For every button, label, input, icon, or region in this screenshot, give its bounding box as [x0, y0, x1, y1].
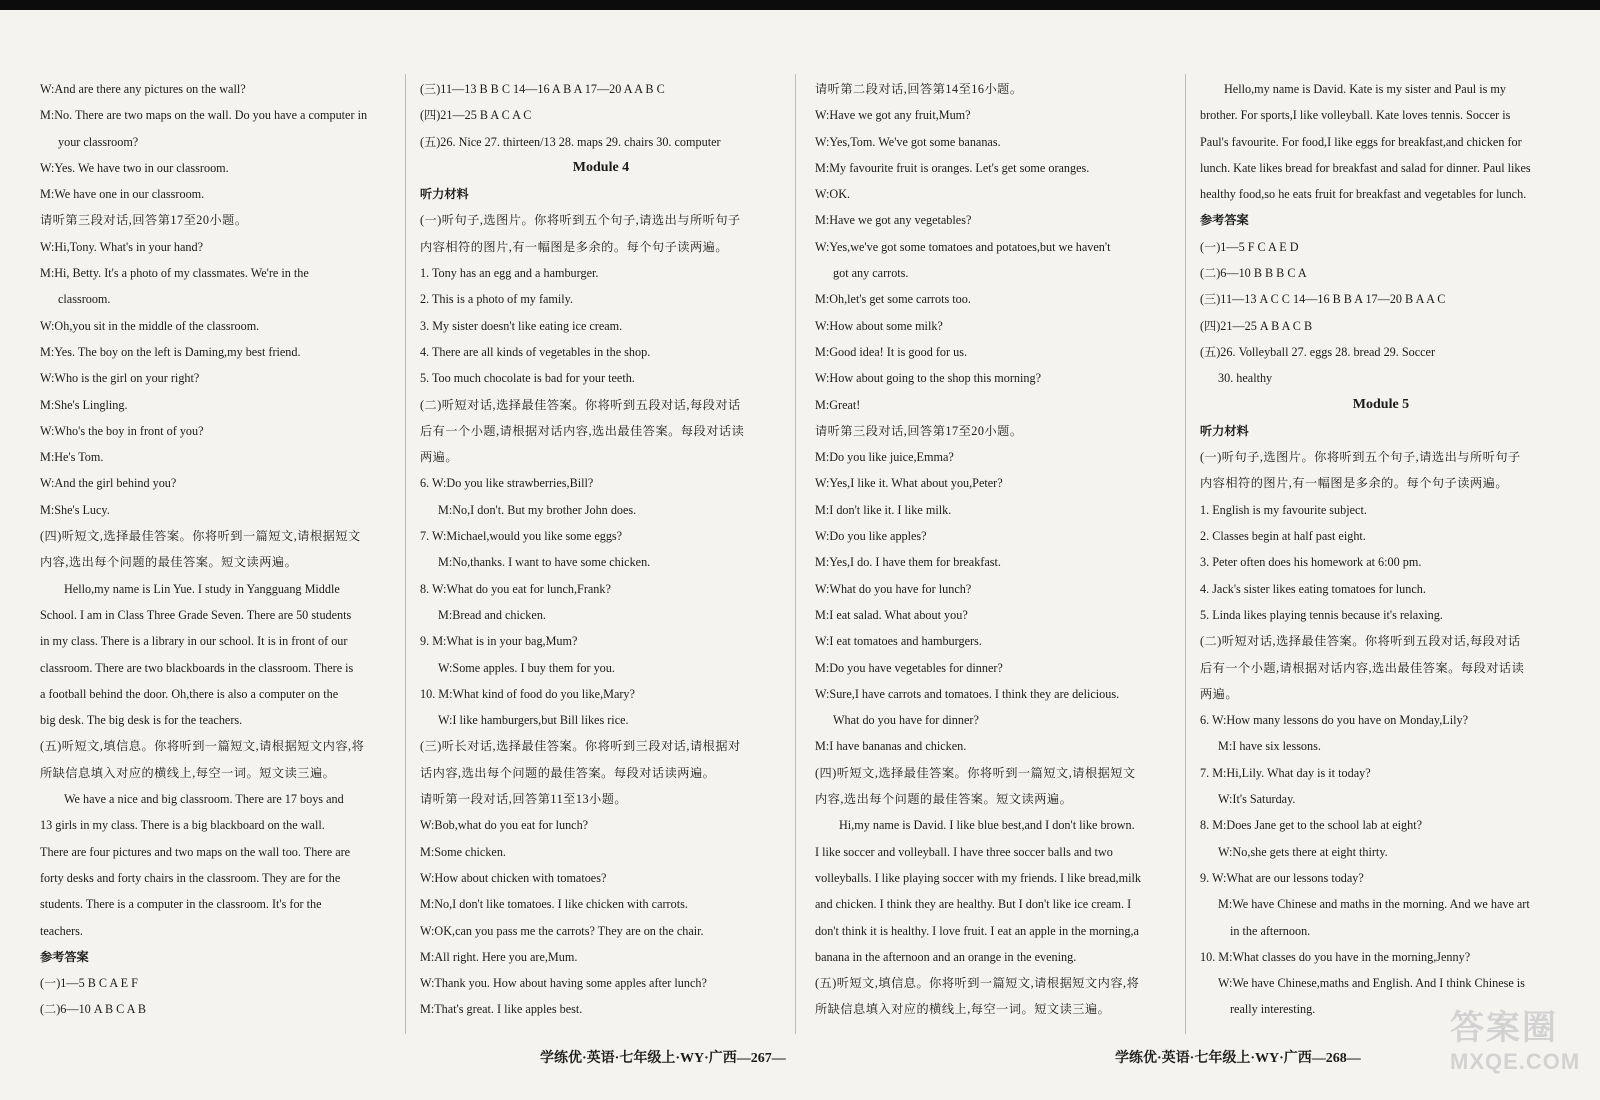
text-line: 7. M:Hi,Lily. What day is it today?	[1200, 765, 1371, 780]
text-line: M:No. There are two maps on the wall. Do you have a computer in	[40, 108, 368, 123]
instruction-line: 后有一个小题,请根据对话内容,选出最佳答案。每段对话读	[420, 423, 745, 438]
text-line: M:She's Lingling.	[40, 397, 128, 412]
text-line: W:It's Saturday.	[1218, 792, 1296, 807]
text-line: W:Oh,you sit in the middle of the classroom.	[40, 318, 260, 333]
text-line: (一)1—5 B C A E F	[40, 976, 138, 991]
text-line: 1. Tony has an egg and a hamburger.	[420, 266, 599, 281]
text-line: 3. My sister doesn't like eating ice cream.	[420, 318, 623, 333]
text-line: M:Have we got any vegetables?	[815, 213, 972, 228]
text-line: big desk. The big desk is for the teachers.	[40, 713, 243, 728]
text-line: (三)11—13 B B C 14—16 A B A 17—20 A A B C	[420, 82, 665, 96]
text-line: M:We have one in our classroom.	[40, 187, 205, 202]
text-line: got any carrots.	[833, 266, 909, 281]
watermark-line1: 答案圈	[1450, 1009, 1558, 1047]
text-line: M:Good idea! It is good for us.	[815, 344, 967, 359]
section-heading: 参考答案	[1200, 213, 1249, 228]
text-line: M:I have bananas and chicken.	[815, 739, 967, 754]
text-line: 9. W:What are our lessons today?	[1200, 870, 1364, 885]
instruction-line: (一)听句子,选图片。你将听到五个句子,请选出与所听句子	[1200, 450, 1521, 465]
text-line: volleyballs. I like playing soccer with my friends. I like bread,milk	[815, 870, 1141, 885]
page-footer-268: 学练优·英语·七年级上·WY·广西—268—	[1115, 1051, 1361, 1066]
text-line: W:Yes,we've got some tomatoes and potatoes,but we haven't	[815, 239, 1111, 254]
text-line: 10. M:What classes do you have in the morning,Jenny?	[1200, 949, 1471, 964]
text-line: Hello,my name is David. Kate is my sister and Paul is my	[1224, 82, 1506, 96]
text-line: 30. healthy	[1218, 371, 1273, 386]
text-line: W:How about some milk?	[815, 318, 943, 333]
text-line: M:I have six lessons.	[1218, 739, 1321, 754]
text-line: your classroom?	[58, 134, 139, 149]
instruction-line: 两遍。	[1200, 686, 1239, 701]
text-line: M:She's Lucy.	[40, 502, 110, 517]
scan-top-edge	[0, 0, 1600, 10]
text-line: M:That's great. I like apples best.	[420, 1002, 583, 1017]
text-line: (三)11—13 A C C 14—16 B B A 17—20 B A A C	[1200, 292, 1446, 307]
text-line: W:Some apples. I buy them for you.	[438, 660, 615, 675]
text-line: don't think it is healthy. I love fruit. I eat an apple in the morning,a	[815, 923, 1139, 938]
text-line: W:Have we got any fruit,Mum?	[815, 108, 971, 123]
column-divider	[1185, 74, 1186, 1034]
text-line: 13 girls in my class. There is a big blackboard on the wall.	[40, 818, 325, 833]
instruction-line: 所缺信息填入对应的横线上,每空一词。短文读三遍。	[40, 765, 336, 780]
text-line: M:No,thanks. I want to have some chicken.	[438, 555, 651, 570]
text-line: (五)26. Volleyball 27. eggs 28. bread 29. Soccer	[1200, 344, 1436, 359]
text-line: (四)21—25 A B A C B	[1200, 318, 1313, 333]
text-line: (五)26. Nice 27. thirteen/13 28. maps 29. chairs 30. computer	[420, 134, 721, 149]
text-line: (二)6—10 A B C A B	[40, 1002, 146, 1017]
instruction-line: 内容,选出每个问题的最佳答案。短文读两遍。	[40, 555, 298, 570]
instruction-line: 后有一个小题,请根据对话内容,选出最佳答案。每段对话读	[1200, 660, 1525, 675]
text-line: 8. M:Does Jane get to the school lab at eight?	[1200, 818, 1423, 833]
text-line: M:No,I don't. But my brother John does.	[438, 502, 637, 517]
text-line: M:I don't like it. I like milk.	[815, 502, 952, 517]
text-line: W:Sure,I have carrots and tomatoes. I think they are delicious.	[815, 686, 1120, 701]
text-line: W:What do you have for lunch?	[815, 581, 972, 596]
instruction-line: (五)听短文,填信息。你将听到一篇短文,请根据短文内容,将	[815, 976, 1140, 991]
text-line: W:Bob,what do you eat for lunch?	[420, 818, 589, 833]
instruction-line: 请听第三段对话,回答第17至20小题。	[40, 213, 248, 228]
text-line: and chicken. I think they are healthy. But I don't like ice cream. I	[815, 897, 1132, 912]
text-line: W:OK,can you pass me the carrots? They are on the chair.	[420, 923, 704, 938]
text-line: really interesting.	[1230, 1002, 1316, 1017]
module-heading: Module 4	[572, 159, 630, 175]
text-line: What do you have for dinner?	[833, 713, 979, 728]
text-line: banana in the afternoon and an orange in the evening.	[815, 949, 1077, 964]
text-line: M:Do you have vegetables for dinner?	[815, 660, 1003, 675]
text-line: W:Do you like apples?	[815, 529, 927, 544]
text-line: M:Bread and chicken.	[438, 607, 546, 622]
instruction-line: (二)听短对话,选择最佳答案。你将听到五段对话,每段对话	[1200, 634, 1521, 649]
section-heading: 听力材料	[420, 187, 469, 202]
text-line: (一)1—5 F C A E D	[1200, 239, 1299, 254]
text-line: M:Do you like juice,Emma?	[815, 450, 954, 465]
watermark-logo	[1450, 1000, 1600, 1100]
text-line: in my class. There is a library in our school. It is in front of our	[40, 634, 348, 649]
text-line: M:I eat salad. What about you?	[815, 607, 968, 622]
page-267-left-column	[40, 76, 402, 1023]
instruction-line: 内容,选出每个问题的最佳答案。短文读两遍。	[815, 792, 1073, 807]
section-heading: 参考答案	[40, 949, 89, 964]
text-line: M:No,I don't like tomatoes. I like chicken with carrots.	[420, 897, 688, 912]
text-line: School. I am in Class Three Grade Seven. There are 50 students	[40, 607, 352, 622]
instruction-line: 两遍。	[420, 450, 459, 465]
text-line: M:Hi, Betty. It's a photo of my classmates. We're in the	[40, 266, 309, 281]
text-line: W:OK.	[815, 187, 851, 202]
text-line: 9. M:What is in your bag,Mum?	[420, 634, 578, 649]
text-line: students. There is a computer in the classroom. It's for the	[40, 897, 322, 912]
text-line: M:Yes,I do. I have them for breakfast.	[815, 555, 1001, 570]
instruction-line: (四)听短文,选择最佳答案。你将听到一篇短文,请根据短文	[815, 765, 1136, 780]
text-line: We have a nice and big classroom. There are 17 boys and	[64, 792, 344, 807]
instruction-line: (四)听短文,选择最佳答案。你将听到一篇短文,请根据短文	[40, 529, 361, 544]
text-line: 5. Too much chocolate is bad for your teeth.	[420, 371, 635, 386]
text-line: 6. W:How many lessons do you have on Monday,Lily?	[1200, 713, 1468, 728]
text-line: (二)6—10 B B B C A	[1200, 266, 1307, 281]
text-line: W:How about chicken with tomatoes?	[420, 870, 607, 885]
text-line: 4. Jack's sister likes eating tomatoes for lunch.	[1200, 581, 1426, 596]
text-line: There are four pictures and two maps on the wall too. There are	[40, 844, 351, 859]
text-line: M:My favourite fruit is oranges. Let's get some oranges.	[815, 160, 1090, 175]
text-line: M:All right. Here you are,Mum.	[420, 949, 578, 964]
text-line: M:Great!	[815, 397, 861, 412]
text-line: a football behind the door. Oh,there is also a computer on the	[40, 686, 339, 701]
text-line: healthy food,so he eats fruit for breakfast and vegetables for lunch.	[1200, 187, 1527, 202]
text-line: Paul's favourite. For food,I like eggs for breakfast,and chicken for	[1200, 134, 1522, 149]
instruction-line: (五)听短文,填信息。你将听到一篇短文,请根据短文内容,将	[40, 739, 365, 754]
page-footer-267: 学练优·英语·七年级上·WY·广西—267—	[540, 1051, 786, 1066]
text-line: W:And the girl behind you?	[40, 476, 177, 491]
column-divider	[405, 74, 406, 1034]
text-line: W:Who is the girl on your right?	[40, 371, 200, 386]
text-line: 2. Classes begin at half past eight.	[1200, 529, 1366, 544]
text-line: Hi,my name is David. I like blue best,and I don't like brown.	[839, 818, 1135, 833]
text-line: 4. There are all kinds of vegetables in the shop.	[420, 344, 651, 359]
instruction-line: (三)听长对话,选择最佳答案。你将听到三段对话,请根据对	[420, 739, 741, 754]
text-line: 8. W:What do you eat for lunch,Frank?	[420, 581, 611, 596]
text-line: W:Hi,Tony. What's in your hand?	[40, 239, 204, 254]
text-line: classroom. There are two blackboards in the classroom. There is	[40, 660, 354, 675]
text-line: M:Yes. The boy on the left is Daming,my best friend.	[40, 344, 301, 359]
text-line: lunch. Kate likes bread for breakfast and salad for dinner. Paul likes	[1200, 160, 1531, 175]
text-line: 10. M:What kind of food do you like,Mary?	[420, 686, 635, 701]
text-line: M:Oh,let's get some carrots too.	[815, 292, 971, 307]
page-267-right-column	[420, 76, 782, 1023]
instruction-line: 内容相符的图片,有一幅图是多余的。每个句子读两遍。	[1200, 476, 1509, 491]
text-line: W:Thank you. How about having some apples after lunch?	[420, 976, 707, 991]
module-heading: Module 5	[1352, 396, 1410, 412]
text-line: W:Yes,Tom. We've got some bananas.	[815, 134, 1001, 149]
instruction-line: 话内容,选出每个问题的最佳答案。每段对话读两遍。	[420, 765, 716, 780]
instruction-line: 请听第二段对话,回答第14至16小题。	[815, 82, 1023, 96]
instruction-line: (二)听短对话,选择最佳答案。你将听到五段对话,每段对话	[420, 397, 741, 412]
instruction-line: 所缺信息填入对应的横线上,每空一词。短文读三遍。	[815, 1002, 1111, 1017]
text-line: M:We have Chinese and maths in the morning. And we have art	[1218, 897, 1530, 912]
text-line: classroom.	[58, 292, 111, 307]
page-gutter-divider	[795, 74, 796, 1034]
text-line: 5. Linda likes playing tennis because it's relaxing.	[1200, 607, 1443, 622]
text-line: 1. English is my favourite subject.	[1200, 502, 1367, 517]
page-268-right-column	[1200, 76, 1562, 1023]
text-line: 2. This is a photo of my family.	[420, 292, 574, 307]
instruction-line: 内容相符的图片,有一幅图是多余的。每个句子读两遍。	[420, 239, 729, 254]
watermark-line2: MXQE.COM	[1450, 1049, 1581, 1074]
text-line: W:And are there any pictures on the wall?	[40, 82, 246, 96]
text-line: 6. W:Do you like strawberries,Bill?	[420, 476, 594, 491]
text-line: W:We have Chinese,maths and English. And I think Chinese is	[1218, 976, 1525, 991]
text-line: in the afternoon.	[1230, 923, 1311, 938]
text-line: I like soccer and volleyball. I have three soccer balls and two	[815, 844, 1113, 859]
text-line: forty desks and forty chairs in the classroom. They are for the	[40, 870, 341, 885]
instruction-line: (一)听句子,选图片。你将听到五个句子,请选出与所听句子	[420, 213, 741, 228]
text-line: W:Yes. We have two in our classroom.	[40, 160, 229, 175]
text-line: W:No,she gets there at eight thirty.	[1218, 844, 1388, 859]
text-line: M:He's Tom.	[40, 450, 104, 465]
instruction-line: 请听第三段对话,回答第17至20小题。	[815, 423, 1023, 438]
text-line: W:I like hamburgers,but Bill likes rice.	[438, 713, 629, 728]
text-line: brother. For sports,I like volleyball. Kate loves tennis. Soccer is	[1200, 108, 1511, 123]
text-line: M:Some chicken.	[420, 844, 506, 859]
text-line: Hello,my name is Lin Yue. I study in Yangguang Middle	[64, 581, 340, 596]
text-line: teachers.	[40, 923, 83, 938]
text-line: 7. W:Michael,would you like some eggs?	[420, 529, 623, 544]
instruction-line: 请听第一段对话,回答第11至13小题。	[420, 792, 628, 807]
text-line: W:Who's the boy in front of you?	[40, 423, 204, 438]
text-line: W:How about going to the shop this morning?	[815, 371, 1042, 386]
text-line: (四)21—25 B A C A C	[420, 108, 532, 123]
text-line: W:Yes,I like it. What about you,Peter?	[815, 476, 1003, 491]
page-268-left-column	[815, 76, 1177, 1023]
section-heading: 听力材料	[1200, 423, 1249, 438]
text-line: W:I eat tomatoes and hamburgers.	[815, 634, 982, 649]
text-line: 3. Peter often does his homework at 6:00 pm.	[1200, 555, 1422, 570]
